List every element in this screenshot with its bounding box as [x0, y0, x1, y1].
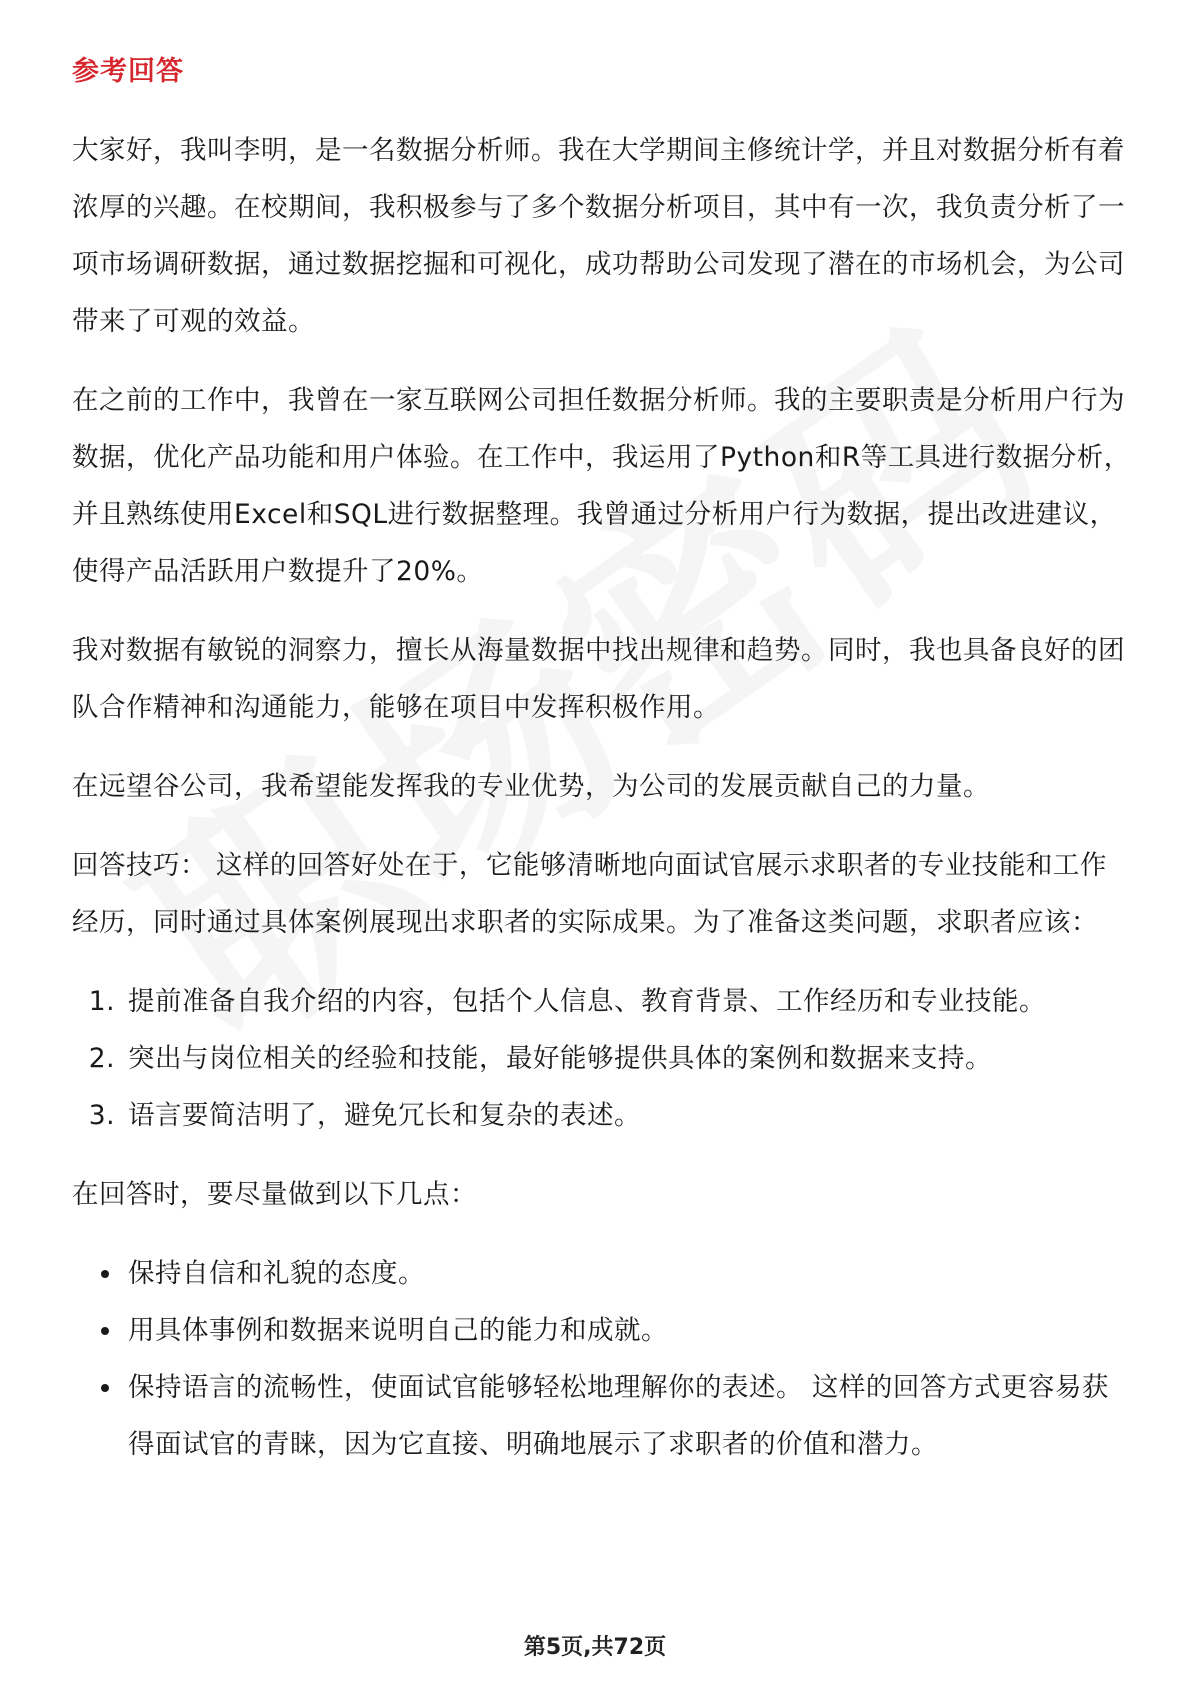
document-content [72, 44, 1132, 1473]
bullet-list-item: • 保持自信和礼貌的态度。 [124, 1245, 1132, 1302]
paragraph-strengths: 我对数据有敏锐的洞察力，擅长从海量数据中找出规律和趋势。同时，我也具备良好的团队合作精神和沟通能力，能够在项目中发挥积极作用。 [72, 635, 1125, 723]
numbered-list-item: 1. 提前准备自我介绍的内容，包括个人信息、教育背景、工作经历和专业技能。 [124, 973, 1132, 1030]
bullet-list [72, 1245, 1132, 1473]
paragraph-intro: 大家好，我叫李明，是一名数据分析师。我在大学期间主修统计学，并且对数据分析有着浓厚的兴趣。在校期间，我积极参与了多个数据分析项目，其中有一次，我负责分析了一项市场调研数据，通过数据挖掘和可视化，成功帮助公司发现了潜在的市场机会，为公司带来了可观的效益。 [72, 135, 1125, 337]
numbered-list [72, 973, 1132, 1144]
bullet-list-item: • 用具体事例和数据来说明自己的能力和成就。 [124, 1302, 1132, 1359]
numbered-list-item: 3. 语言要简洁明了，避免冗长和复杂的表述。 [124, 1087, 1132, 1144]
page-footer: 第5页,共72页 [523, 1635, 667, 1660]
paragraph-goal: 在远望谷公司，我希望能发挥我的专业优势，为公司的发展贡献自己的力量。 [72, 771, 990, 802]
paragraph-points-intro: 在回答时，要尽量做到以下几点： [72, 1179, 477, 1210]
section-title: 参考回答 [72, 56, 184, 87]
numbered-list-item: 2. 突出与岗位相关的经验和技能，最好能够提供具体的案例和数据来支持。 [124, 1030, 1132, 1087]
paragraph-tips: 回答技巧： 这样的回答好处在于，它能够清晰地向面试官展示求职者的专业技能和工作经历，同时通过具体案例展现出求职者的实际成果。为了准备这类问题，求职者应该： [72, 850, 1107, 938]
bullet-list-item: • 保持语言的流畅性，使面试官能够轻松地理解你的表述。 这样的回答方式更容易获得面试官的青睐，因为它直接、明确地展示了求职者的价值和潜力。 [124, 1359, 1132, 1473]
paragraph-experience: 在之前的工作中，我曾在一家互联网公司担任数据分析师。我的主要职责是分析用户行为数据，优化产品功能和用户体验。在工作中，我运用了Python和R等工具进行数据分析，并且熟练使用Excel和SQL进行数据整理。我曾通过分析用户行为数据，提出改进建议，使得产品活跃用户数提升了20%。 [72, 385, 1131, 587]
